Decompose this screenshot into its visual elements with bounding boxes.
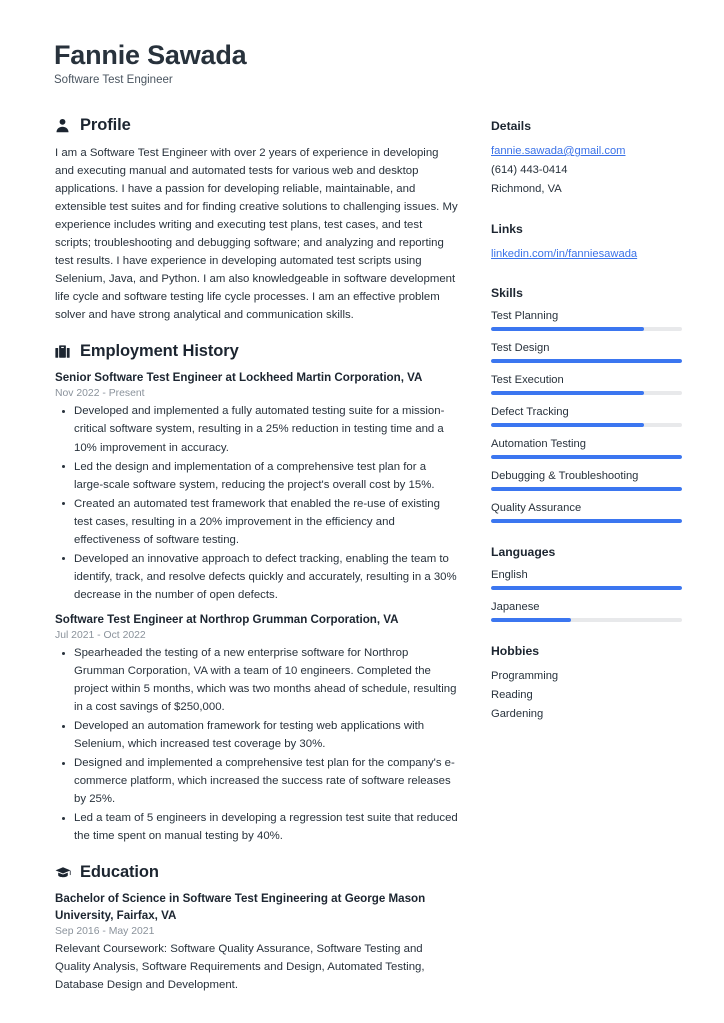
bullet-item: Led a team of 5 engineers in developing a regression test suite that reduced the time spent on manual testing by 40%. — [55, 809, 458, 845]
skill-meter-fill — [491, 327, 644, 330]
skill-item — [491, 341, 682, 363]
skill-label: Quality Assurance — [491, 501, 582, 514]
person-icon — [54, 117, 71, 134]
section-header-education — [54, 863, 458, 882]
section-body-employment — [54, 370, 458, 845]
education-entry-date: Sep 2016 - May 2021 — [55, 926, 155, 938]
section-profile — [54, 116, 458, 324]
skill-label: Debugging & Troubleshooting — [491, 469, 639, 482]
skill-meter-fill — [491, 423, 644, 426]
sidebar-block-skills — [491, 286, 682, 523]
skill-label: Defect Tracking — [491, 405, 569, 418]
bullet-item: Developed an automation framework for testing web applications with Selenium, which increased test coverage by 30%. — [55, 717, 458, 753]
hobby-item: Reading — [491, 688, 533, 701]
skill-meter-fill — [491, 487, 682, 490]
profile-text: I am a Software Test Engineer with over 2 years of experience in developing and executing manual and automated tests for various web and desktop applications. I have a passion for developing reliable, maintainable, and extensible test suites and for finding creative solutions to challenging issues. My experience includes writing and executing test plans, test cases, and test scripts; troubleshooting and debugging software; and analyzing and reporting test results. I have experience in developing automated test scripts using Selenium, Java, and Python. I am also knowledgeable in software development life cycle and software testing life cycle processes. I am an effective problem solver and have strong analytical and communication skills. — [55, 146, 458, 321]
sidebar-title-links: Links — [491, 221, 523, 236]
language-label: Japanese — [491, 600, 540, 613]
language-label: English — [491, 568, 528, 581]
sidebar-title-details: Details — [491, 118, 531, 133]
resume-header — [54, 40, 682, 86]
language-item — [491, 568, 682, 590]
skill-meter-track — [491, 359, 682, 362]
linkedin-link[interactable]: linkedin.com/in/fanniesawada — [491, 247, 638, 260]
bullet-item: Created an automated test framework that enabled the re-use of existing test cases, resulting in a 20% improvement in the efficiency and effectiveness of software testing. — [55, 495, 458, 549]
bullet-item: Developed and implemented a fully automated testing suite for a mission-critical software system, resulting in a 25% reduction in testing time and a 10% improvement in accuracy. — [55, 402, 458, 456]
skill-label: Test Planning — [491, 309, 559, 322]
section-body-profile — [54, 144, 458, 324]
sidebar-block-hobbies — [491, 644, 682, 725]
skill-meter-fill — [491, 391, 644, 394]
phone-text: (614) 443-0414 — [491, 164, 568, 177]
skill-meter-fill — [491, 359, 682, 362]
sidebar-block-details — [491, 119, 682, 200]
briefcase-icon — [54, 343, 71, 360]
skill-meter-track — [491, 391, 682, 394]
skill-item — [491, 309, 682, 331]
section-title-profile: Profile — [80, 115, 131, 134]
hobby-item: Programming — [491, 669, 559, 682]
skill-meter-track — [491, 423, 682, 426]
skill-item — [491, 437, 682, 459]
education-entry-title: Bachelor of Science in Software Test Engineering at George Mason University, Fairfax, VA — [55, 892, 426, 922]
language-meter-fill — [491, 586, 682, 589]
sidebar-title-hobbies: Hobbies — [491, 643, 540, 658]
employment-entry-bullets — [55, 644, 458, 845]
employment-entry-bullets — [55, 402, 458, 603]
employment-entry — [55, 370, 458, 604]
section-title-education: Education — [80, 863, 159, 882]
skill-meter-track — [491, 519, 682, 522]
employment-entry-title: Software Test Engineer at Northrop Grumman Corporation, VA — [55, 612, 399, 626]
candidate-job-title: Software Test Engineer — [54, 73, 173, 86]
language-meter-fill — [491, 618, 571, 621]
skill-item — [491, 469, 682, 491]
employment-entry-title: Senior Software Test Engineer at Lockheed Martin Corporation, VA — [55, 371, 423, 385]
resume-body — [54, 116, 682, 1012]
employment-entry — [55, 612, 458, 846]
skill-meter-track — [491, 455, 682, 458]
bullet-item: Led the design and implementation of a comprehensive test plan for a large-scale software system, reducing the project's overall cost by 15%. — [55, 458, 458, 494]
candidate-name: Fannie Sawada — [54, 40, 247, 70]
employment-entry-date: Jul 2021 - Oct 2022 — [55, 630, 146, 642]
bullet-item: Designed and implemented a comprehensive test plan for the company's e-commerce platform, which increased the success rate of software releases by 25%. — [55, 754, 458, 808]
skill-meter-fill — [491, 455, 682, 458]
language-meter-track — [491, 618, 682, 621]
skill-meter-fill — [491, 519, 682, 522]
skill-meter-track — [491, 487, 682, 490]
hobby-item: Gardening — [491, 708, 544, 721]
skill-item — [491, 501, 682, 523]
language-item — [491, 600, 682, 622]
skill-label: Test Design — [491, 341, 550, 354]
bullet-item: Spearheaded the testing of a new enterprise software for Northrop Grumman Corporation, VA with a team of 10 engineers. Completed the project within 5 months, which was two months ahead of schedule, resulting in a cost savings of $250,000. — [55, 644, 458, 716]
language-meter-track — [491, 586, 682, 589]
skill-item — [491, 373, 682, 395]
education-entry — [55, 891, 458, 994]
skill-label: Test Execution — [491, 373, 564, 386]
graduation-cap-icon — [54, 864, 71, 881]
skill-label: Automation Testing — [491, 437, 586, 450]
main-column — [54, 116, 458, 1012]
section-title-employment: Employment History — [80, 342, 239, 361]
education-entry-description: Relevant Coursework: Software Quality Assurance, Software Testing and Quality Analysis, Software Requirements and Design, Automated Testing, Database Design and Development. — [55, 943, 425, 992]
email-link[interactable]: fannie.sawada@gmail.com — [491, 144, 626, 157]
employment-entry-date: Nov 2022 - Present — [55, 388, 145, 400]
skill-item — [491, 405, 682, 427]
section-body-education — [54, 891, 458, 994]
sidebar-column — [491, 116, 682, 746]
sidebar-title-skills: Skills — [491, 285, 523, 300]
location-text: Richmond, VA — [491, 183, 562, 196]
sidebar-block-languages — [491, 545, 682, 622]
bullet-item: Developed an innovative approach to defect tracking, enabling the team to identify, track, and resolve defects quickly and accurately, resulting in a 30% decrease in the number of open defects. — [55, 550, 458, 604]
skill-meter-track — [491, 327, 682, 330]
section-header-profile — [54, 116, 458, 135]
section-header-employment — [54, 342, 458, 361]
section-employment — [54, 342, 458, 845]
sidebar-title-languages: Languages — [491, 544, 556, 559]
sidebar-block-links — [491, 222, 682, 264]
section-education — [54, 863, 458, 994]
